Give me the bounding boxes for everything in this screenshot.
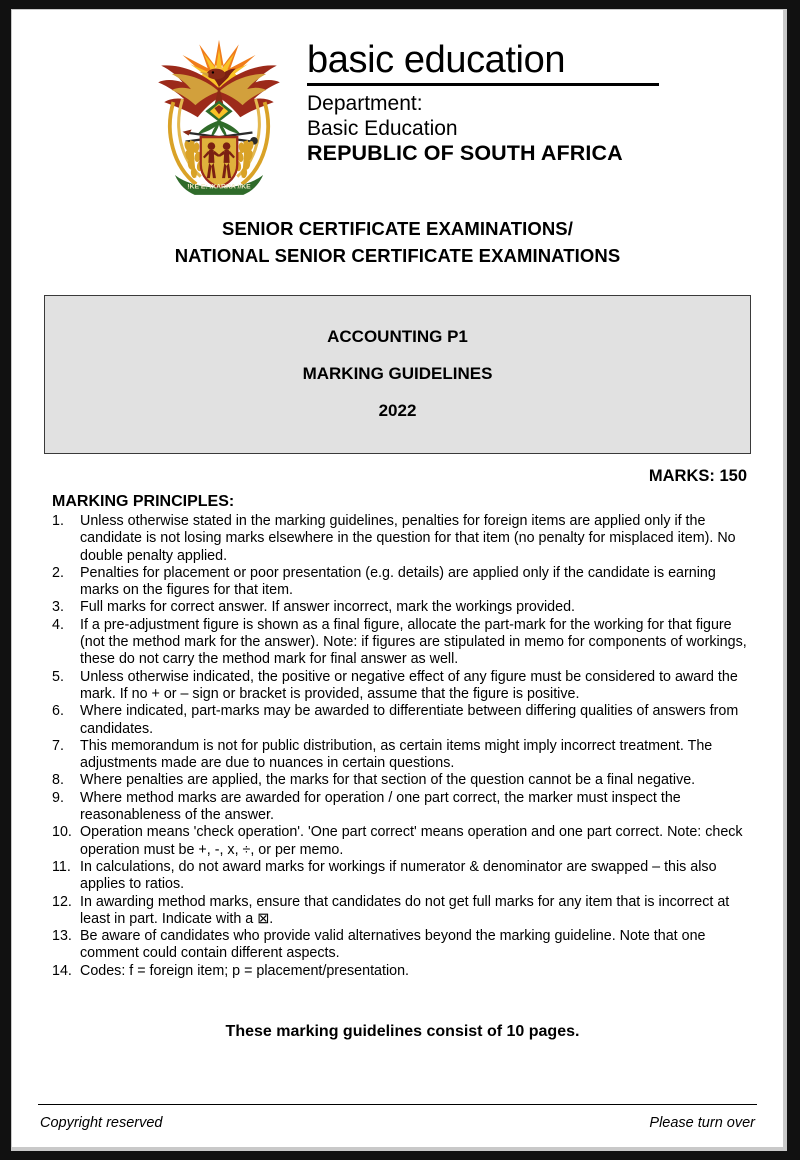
list-item-number: 3. — [52, 599, 64, 616]
list-item-text: If a pre-adjustment figure is shown as a final figure, allocate the part-mark for the working for that figure (not the method mark for the answer). Note: if figures are stipulated in memo for components of workings, these do not carry the method mark for final answer as well. — [80, 616, 747, 668]
subject-name: ACCOUNTING P1 — [327, 327, 468, 346]
marking-principles-list — [38, 513, 757, 980]
list-item-text: Penalties for placement or poor presentation (e.g. details) are applied only if the candidate is earning marks on the figures for that item. — [80, 564, 716, 599]
coat-of-arms-motto: !KE E: /XARRA //KE — [187, 183, 251, 191]
list-item-text: Where method marks are awarded for operation / one part correct, the marker must inspect the reasonableness of the answer. — [80, 789, 681, 824]
list-item-number: 14. — [52, 962, 72, 979]
list-item — [38, 824, 757, 859]
document-page — [12, 10, 783, 1147]
footer-row — [38, 1115, 757, 1131]
list-item-number: 13. — [52, 928, 72, 945]
list-item-number: 2. — [52, 564, 64, 581]
list-item-text: Full marks for correct answer. If answer incorrect, mark the workings provided. — [80, 599, 575, 616]
exam-heading-line-1: SENIOR CERTIFICATE EXAMINATIONS/ — [222, 218, 573, 239]
pages-count-note: These marking guidelines consist of 10 pages. — [225, 1023, 580, 1041]
footer-divider — [38, 1104, 757, 1105]
list-item-number: 7. — [52, 737, 64, 754]
list-item — [38, 928, 757, 963]
subject-box — [44, 295, 751, 454]
list-item-number: 8. — [52, 772, 64, 789]
list-item — [38, 617, 757, 669]
list-item — [38, 738, 757, 773]
list-item-text: In calculations, do not award marks for workings if numerator & denominator are swapped – this also applies to ratios. — [80, 858, 717, 893]
list-item — [38, 790, 757, 825]
wordmark-title: basic education — [307, 39, 566, 81]
exam-heading — [38, 215, 757, 269]
list-item-text: Where indicated, part-marks may be awarded to differentiate between differing qualities of answers from candidates. — [80, 703, 739, 737]
page-content — [12, 10, 783, 1147]
list-item-number: 6. — [52, 703, 64, 720]
masthead — [38, 10, 757, 201]
list-item — [38, 963, 757, 980]
total-marks: MARKS: 150 — [648, 467, 747, 485]
page-shadow — [11, 9, 787, 1151]
list-item — [38, 513, 757, 565]
wordmark — [307, 24, 659, 166]
list-item-number: 4. — [52, 616, 64, 633]
wordmark-department-name: Basic Education — [307, 117, 458, 140]
document-type: MARKING GUIDELINES — [302, 364, 493, 383]
wordmark-department: Department: — [307, 92, 423, 115]
list-item-number: 12. — [52, 893, 72, 910]
list-item-text: Unless otherwise stated in the marking guidelines, penalties for foreign items are applied only if the candidate is not losing marks elsewhere in the question for that item (no penalty for misplaced item). No double penalty applied. — [80, 513, 736, 564]
wordmark-country: REPUBLIC OF SOUTH AFRICA — [307, 141, 623, 165]
list-item-number: 1. — [52, 513, 64, 529]
list-item-text: This memorandum is not for public distribution, as certain items might imply incorrect treatment. The adjustments made are due to nuances in certain questions. — [80, 737, 713, 772]
list-item-text: Unless otherwise indicated, the positive or negative effect of any figure must be considered to award the mark. If no + or – sign or bracket is provided, assume that the figure is positive. — [80, 668, 738, 702]
list-item-text: Where penalties are applied, the marks for that section of the question cannot be a final negative. — [80, 772, 696, 789]
list-item-text: Operation means 'check operation'. 'One part correct' means operation and one part correct. Note: check operation must be +, -, x, ÷, or per memo. — [80, 824, 743, 858]
turn-over-notice: Please turn over — [649, 1115, 755, 1131]
list-item-number: 9. — [52, 789, 64, 806]
list-item-text: Codes: f = foreign item; p = placement/presentation. — [80, 962, 410, 979]
list-item — [38, 859, 757, 894]
exam-heading-line-2: NATIONAL SENIOR CERTIFICATE EXAMINATIONS — [174, 245, 621, 266]
list-item — [38, 565, 757, 600]
page-footer — [38, 1104, 757, 1131]
list-item — [38, 703, 757, 738]
list-item-number: 10. — [52, 824, 72, 841]
list-item — [38, 894, 757, 929]
list-item — [38, 669, 757, 704]
list-item — [38, 772, 757, 789]
list-item-text: Be aware of candidates who provide valid alternatives beyond the marking guideline. Note that one comment could contain different aspects. — [80, 928, 706, 962]
list-item-text: In awarding method marks, ensure that candidates do not get full marks for any item that is incorrect at least in part. Indicate with a ⊠. — [80, 893, 730, 927]
coat-of-arms-icon — [143, 26, 295, 201]
list-item — [38, 599, 757, 616]
list-item-number: 11. — [52, 858, 71, 875]
marking-principles-heading: MARKING PRINCIPLES: — [52, 493, 235, 510]
exam-year: 2022 — [378, 401, 417, 420]
copyright-notice: Copyright reserved — [40, 1115, 163, 1131]
wordmark-divider — [307, 83, 659, 86]
list-item-number: 5. — [52, 668, 64, 685]
